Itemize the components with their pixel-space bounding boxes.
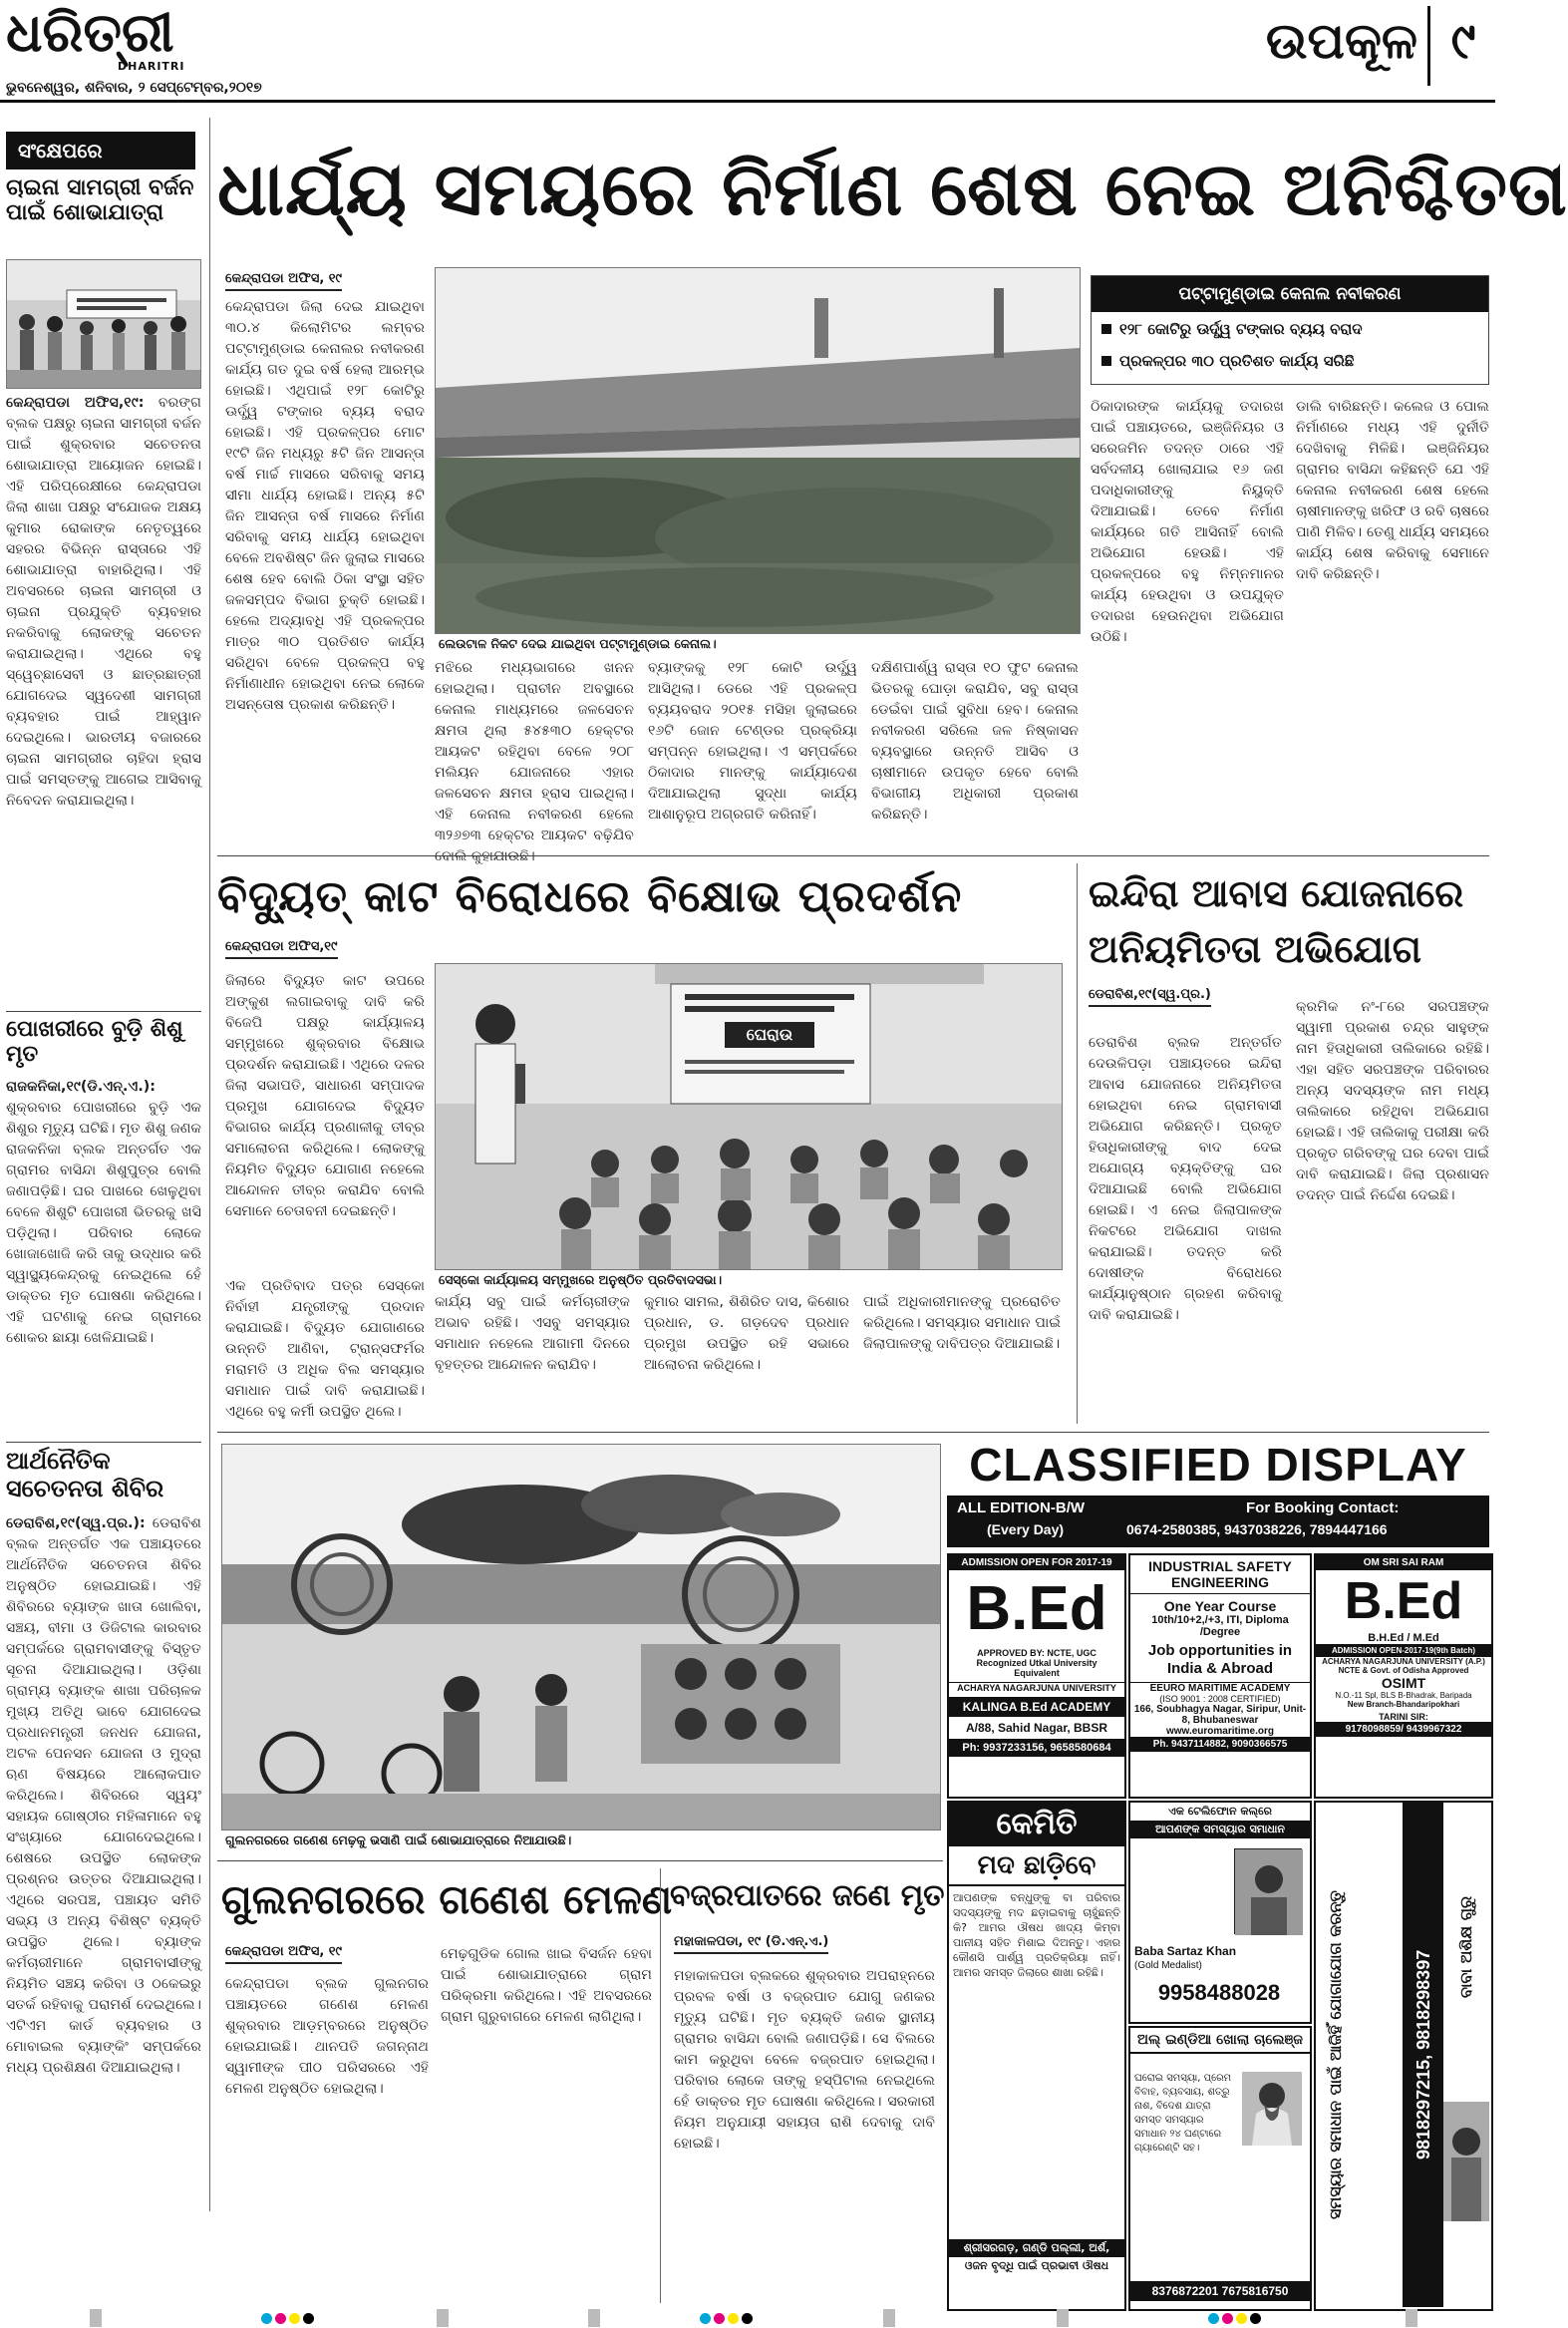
yellow-dot	[289, 2313, 300, 2324]
ad1-top: ADMISSION OPEN FOR 2017-19	[949, 1555, 1124, 1570]
person-icon	[1443, 2102, 1489, 2221]
story2-col1: ଜିଲାରେ ବିଦ୍ୟୁତ କାଟ ଉପରେ ଅଙ୍କୁଶ ଲଗାଇବାକୁ ଦାବି କରି ବିଜେପି ପକ୍ଷରୁ କାର୍ଯ୍ୟାଳୟ ସମ୍ମୁଖରେ ଶୁକ୍ରବାର ବିକ୍ଷୋଭ ପ୍ରଦର୍ଶନ କରାଯାଇଛି। ଏଥିରେ ଦଳର ଜିଲା ସଭାପତି, ସାଧାରଣ ସମ୍ପାଦକ ପ୍ରମୁଖ ଯୋଗଦେଇ ବିଦ୍ୟୁତ ବିଭାଗର କାର୍ଯ୍ୟ ପ୍ରଣାଳୀକୁ ତୀବ୍ର ସମାଲୋଚନା କରିଥିଲେ। ଲୋକଙ୍କୁ ନିୟମିତ ବିଦ୍ୟୁତ ଯୋଗାଣ ନହେଲେ ଆନ୍ଦୋଳନ ତୀବ୍ର କରାଯିବ ବୋଲି ସେମାନେ ଚେତାବନୀ ଦେଇଛନ୍ତି।	[225, 973, 425, 1219]
classified-frequency: (Every Day)	[987, 1521, 1065, 1537]
story3-dateline	[1089, 983, 1288, 1013]
story5-dateline	[674, 1930, 933, 1960]
sidebar	[6, 124, 201, 2327]
ad6-title: ଅଲ୍ ଇଣ୍ଡିଆ ଖୋଲା ଚାଲେଞ୍ଜ	[1130, 2028, 1310, 2054]
story5-dateline-text: ମହାକାଳପଡା, ୧୯ (ଡି.ଏନ୍.ଏ.)	[674, 1934, 828, 1954]
story2-col2: ଏକ ପ୍ରତିବାଦ ପତ୍ର ସେସ୍କୋ ନିର୍ବାହୀ ଯନ୍ତ୍ରୀଙ୍କୁ ପ୍ରଦାନ କରାଯାଇଛି। ବିଦ୍ୟୁତ ଯୋଗାଣରେ ଉନ୍ନତି ଆଣିବା, ଟ୍ରାନ୍ସଫର୍ମର ମରାମତି ଓ ଅଧିକ ବିଲ ସମସ୍ୟାର ସମାଧାନ ପାଇଁ ଦାବି କରାଯାଇଛି। ଏଥିରେ ବହୁ କର୍ମୀ ଉପସ୍ଥିତ ଥିଲେ।	[225, 1278, 425, 1420]
ad5-name: Baba Sartaz Khan	[1134, 1944, 1237, 1958]
ad3-big: B.Ed	[1344, 1572, 1463, 1630]
canal-image	[436, 268, 1080, 633]
magenta-dot	[1222, 2313, 1233, 2324]
sidebar-divider-1	[6, 1011, 201, 1012]
brief1-body	[6, 393, 201, 1107]
ad1-big: B.Ed	[966, 1574, 1107, 1643]
story2-dateline-text: କେନ୍ଦ୍ରାପଡା ଅଫିସ,୧୯	[225, 939, 338, 959]
black-dot	[1250, 2313, 1261, 2324]
brief1-photo	[6, 259, 201, 389]
brief1-text: ବରଙ୍ଗ ବ୍ଲକ ପକ୍ଷରୁ ଚାଇନା ସାମଗ୍ରୀ ବର୍ଜନ ପାଇଁ ଶୁକ୍ରବାର ସଚେତନତା ଶୋଭାଯାତ୍ରା ଆୟୋଜନ ହୋଇଛି। ଏହି ପରିପ୍ରେକ୍ଷୀରେ କେନ୍ଦ୍ରାପଡା ଜିଲା ଶାଖା ପକ୍ଷରୁ ସଂଯୋଜକ ଅକ୍ଷୟ କୁମାର ରୋକାଙ୍କ ନେତୃତ୍ୱରେ ସହରର ବିଭିନ୍ନ ରାସ୍ତାରେ ଏହି ଶୋଭାଯାତ୍ରା ବାହାରିଥିଲା। ଏହି ଅବସରରେ ଚାଇନା ସାମଗ୍ରୀ ଓ ଚାଇନା ପ୍ରଯୁକ୍ତି ବ୍ୟବହାର ନକରିବାକୁ ଲୋକଙ୍କୁ ସଚେତନ କରାଯାଇଥିଲା। ଏଥିରେ ବହୁ ସ୍ୱେଚ୍ଛାସେବୀ ଓ ଛାତ୍ରଛାତ୍ରୀ ଯୋଗଦେଇ ସ୍ୱଦେଶୀ ସାମଗ୍ରୀ ବ୍ୟବହାର ପାଇଁ ଆହ୍ୱାନ ଦେଇଥିଲେ। ଭାରତୀୟ ବଜାରରେ ଚାଇନା ସାମଗ୍ରୀର ଚାହିଦା ହ୍ରାସ ପାଇଁ ସମସ୍ତଙ୍କୁ ଆଗେଇ ଆସିବାକୁ ନିବେଦନ କରାଯାଇଥିଲା।	[6, 395, 201, 809]
story4-story5-rule	[660, 1868, 661, 2303]
masthead-logo: ଧରିତ୍ରୀ	[6, 0, 174, 64]
brief3-text: ଡେରାବିଶ ବ୍ଲକ ଅନ୍ତର୍ଗତ ଏକ ପଞ୍ଚାୟତରେ ଆର୍ଥନୈତିକ ସଚେତନତା ଶିବିର ଅନୁଷ୍ଠିତ ହୋଇଯାଇଛି। ଏହି ଶିବିରରେ ବ୍ୟାଙ୍କ ଖାତା ଖୋଲିବା, ସଞ୍ଚୟ, ବୀମା ଓ ଡିଜିଟାଲ କାରବାର ସମ୍ପର୍କରେ ଗ୍ରାମବାସୀଙ୍କୁ ବିସ୍ତୃତ ସୂଚନା ଦିଆଯାଇଥିଲା। ଓଡ଼ିଶା ଗ୍ରାମ୍ୟ ବ୍ୟାଙ୍କ ଶାଖା ପରିଚାଳକ ମୁଖ୍ୟ ଅତିଥି ଭାବେ ଯୋଗଦେଇ ପ୍ରଧାନମନ୍ତ୍ରୀ ଜନଧନ ଯୋଜନା, ଅଟଳ ପେନସନ ଯୋଜନା ଓ ମୁଦ୍ରା ଋଣ ବିଷୟରେ ଆଲୋକପାତ କରିଥିଲେ। ଶିବିରରେ ସ୍ୱୟଂ ସହାୟକ ଗୋଷ୍ଠୀର ମହିଳାମାନେ ବହୁ ସଂଖ୍ୟାରେ ଯୋଗଦେଇଥିଲେ। ଶେଷରେ ଉପସ୍ଥିତ ଲୋକଙ୍କ ପ୍ରଶ୍ନର ଉତ୍ତର ଦିଆଯାଇଥିଲା। ଏଥିରେ ସରପଞ୍ଚ, ପଞ୍ଚାୟତ ସମିତି ସଭ୍ୟ ଓ ଅନ୍ୟ ବିଶିଷ୍ଟ ବ୍ୟକ୍ତି ଉପସ୍ଥିତ ଥିଲେ। ବ୍ୟାଙ୍କ କର୍ମଚାରୀମାନେ ଗ୍ରାମବାସୀଙ୍କୁ ନିୟମିତ ସଞ୍ଚୟ କରିବା ଓ ଠକେଇରୁ ସତର୍କ ରହିବାକୁ ପରାମର୍ଶ ଦେଇଥିଲେ। ଏଟିଏମ କାର୍ଡ ବ୍ୟବହାର ଓ ମୋବାଇଲ ବ୍ୟାଙ୍କିଂ ସମ୍ପର୍କରେ ମଧ୍ୟ ପ୍ରଶିକ୍ଷଣ ଦିଆଯାଇଥିଲା।	[6, 1515, 201, 2076]
ad2-title: INDUSTRIAL SAFETY ENGINEERING	[1130, 1555, 1310, 1594]
classified-booking-label: For Booking Contact:	[1246, 1499, 1400, 1516]
ad7-photo	[1443, 2102, 1489, 2221]
ad3-admission: ADMISSION OPEN-2017-19(9th Batch)	[1316, 1644, 1491, 1657]
sidebar-divider-2	[6, 1442, 201, 1443]
story3-col1: ଡେରାବିଶ ବ୍ଲକ ଅନ୍ତର୍ଗତ ଦେଉଳିପଡ଼ା ପଞ୍ଚାୟତରେ ଇନ୍ଦିରା ଆବାସ ଯୋଜନାରେ ଅନିୟମିତତା ହୋଇଥିବା ନେଇ ଗ୍ରାମବାସୀ ଅଭିଯୋଗ କରିଛନ୍ତି। ପ୍ରକୃତ ହିତାଧିକାରୀଙ୍କୁ ବାଦ ଦେଇ ଅଯୋଗ୍ୟ ବ୍ୟକ୍ତିଙ୍କୁ ଘର ଦିଆଯାଇଛି ବୋଲି ଅଭିଯୋଗ ହୋଇଛି। ଏ ନେଇ ଜିଲାପାଳଙ୍କ ନିକଟରେ ଅଭିଯୋଗ ଦାଖଲ କରାଯାଇଛି। ତଦନ୍ତ କରି ଦୋଷୀଙ୍କ ବିରୋଧରେ କାର୍ଯ୍ୟାନୁଷ୍ଠାନ ଗ୍ରହଣ କରିବାକୁ ଦାବି କରାଯାଇଛି।	[1089, 1035, 1282, 1323]
grey-swatch	[437, 2309, 449, 2327]
story2-col4: କୁମାର ସାମଲ, ଶିଶିରିତ ଦାସ, କିଶୋର ପ୍ରଧାନ, ଡ. ଗଡ଼ଦେବ ପ୍ରଧାନ ପ୍ରମୁଖ ଉପସ୍ଥିତ ରହି ସଭାରେ ଆଲୋଚନା କରିଥିଲେ।	[644, 1294, 849, 1373]
story4-headline: ଗୁଲନଗରରେ ଗଣେଶ ମେଳଣ	[221, 1877, 673, 1923]
ad1-phone: Ph: 9937233156, 9658580684	[949, 1739, 1124, 1757]
black-dot	[303, 2313, 314, 2324]
classified-booking-phones: 0674-2580385, 9437038226, 7894447166	[1126, 1521, 1388, 1537]
ad4-subtitle: ମଦ ଛାଡ଼ିବେ	[949, 1846, 1124, 1886]
ad2-elig: 10th/10+2,/+3, ITI, Diploma /Degree	[1151, 1614, 1289, 1638]
masthead-logo-latin: DHARITRI	[118, 60, 185, 73]
rally-image	[7, 260, 200, 388]
story4-col2: ମେଢ଼ଗୁଡିକ ଗୋଲ ଖାଇ ବିସର୍ଜନ ହେବା ପାଇଁ ଶୋଭାଯାତ୍ରାରେ ଗ୍ରାମ ପରିକ୍ରମା କରିଥିଲେ। ଏହି ଅବସରରେ ଗ୍ରାମ ଗୁରୁବାଗରେ ମେଳଣ ଲାଗିଥିଲା।	[441, 1946, 652, 2025]
ad2-phone: Ph. 9437114882, 9090366575	[1130, 1737, 1310, 1752]
bullet-square-icon	[1101, 324, 1111, 334]
ad-alcohol-quit	[947, 1801, 1126, 2311]
lead-photo	[435, 267, 1081, 634]
masthead-rule	[0, 100, 1495, 103]
story2-col5: ପାଇଁ ଅଧିକାରୀମାନଙ୍କୁ ପ୍ରରୋଚିତ କରିଥିଲେ। ସମସ୍ୟାର ସମାଧାନ ପାଇଁ ଜିଲାପାଳଙ୍କୁ ଦାବିପତ୍ର ଦିଆଯାଇଛି।	[863, 1294, 1061, 1352]
ad-kalinga-bed	[947, 1553, 1126, 1799]
lead-right-col-b: ଡାଲି ବାରିଛନ୍ତି। କଲେଜ ଓ ପୋଲ ନିର୍ମାଣରେ ମଧ୍ୟ ଏହି ଦୁର୍ନୀତି ଦେଖିବାକୁ ମିଳିଛି। ଇଞ୍ଜିନିୟର ଗ୍ରାମର ବାସିନ୍ଦା କହିଛନ୍ତି ଯେ ଏହି କେନାଲ ନବୀକରଣ ଶେଷ ହେଲେ ଚାଷୀମାନଙ୍କୁ ଖରିଫ ଓ ରବି ଚାଷରେ ପାଣି ମିଳିବ। ତେଣୁ ଧାର୍ଯ୍ୟ ସମୟରେ କାର୍ଯ୍ୟ ଶେଷ କରିବାକୁ ସେମାନେ ଦାବି କରିଛନ୍ତି।	[1296, 399, 1489, 582]
story4-dateline	[225, 1940, 425, 1970]
lead-box-title: ପଟ୍ଟାମୁଣ୍ଡାଇ କେନାଲ ନବୀକରଣ	[1092, 276, 1488, 312]
protest-banner-text: ଘେରାଉ	[746, 1025, 793, 1044]
ad3-univ: ACHARYA NAGARJUNA UNIVERSITY (A.P.) NCTE & Govt. of Odisha Approved	[1322, 1657, 1485, 1675]
story2-headline: ବିଦ୍ୟୁତ୍ କାଟ ବିରୋଧରେ ବିକ୍ଷୋଭ ପ୍ରଦର୍ଶନ	[217, 871, 963, 922]
page-number: ୯	[1450, 11, 1476, 70]
ad2-name: EEURO MARITIME ACADEMY	[1130, 1682, 1310, 1694]
brief3-dateline: ଡେରାବିଶ,୧୯(ସ୍ୱ.ପ୍ର.):	[6, 1515, 146, 1531]
ad7-footer: ବାବା ଅଶିକ୍ଷ ଗୁରୁ	[1456, 1895, 1475, 1999]
sidebar-rule	[209, 118, 210, 2211]
protest-image	[436, 964, 1062, 1269]
black-dot	[742, 2313, 753, 2324]
bullet-square-icon	[1101, 356, 1111, 366]
story5-body: ମହାକାଳପଡା ବ୍ଲକରେ ଶୁକ୍ରବାର ଅପରାହ୍ନରେ ପ୍ରବଳ ବର୍ଷା ଓ ବଜ୍ରପାତ ଯୋଗୁ ଜଣକର ମୃତ୍ୟୁ ଘଟିଛି। ମୃତ ବ୍ୟକ୍ତି ଜଣକ ସ୍ଥାନୀୟ ଗ୍ରାମର ବାସିନ୍ଦା ବୋଲି ଜଣାପଡ଼ିଛି। ସେ ବିଲରେ କାମ କରୁଥିବା ବେଳେ ବଜ୍ରପାତ ହୋଇଥିଲା। ପରିବାର ଲୋକେ ତାଙ୍କୁ ହସ୍ପିଟାଲ ନେଇଥିଲେ ହେଁ ଡାକ୍ତର ମୃତ ଘୋଷଣା କରିଥିଲେ। ସରକାରୀ ନିୟମ ଅନୁଯାୟୀ ସହାୟତା ରାଶି ଦେବାକୁ ଦାବି ହୋଇଛି।	[674, 1968, 935, 2152]
ad7-phone: 9818297215, 9818298397	[1404, 1803, 1443, 2307]
ad5-photo	[1234, 1848, 1302, 1934]
ad3-name: OSIMT	[1381, 1675, 1426, 1691]
bullet2-text: ପ୍ରକଳ୍ପର ୩୦ ପ୍ରତିଶତ କାର୍ଯ୍ୟ ସରିଛି	[1119, 352, 1355, 370]
lead-box	[1091, 275, 1489, 385]
ad2-iso: (ISO 9001 : 2008 CERTIFIED)	[1159, 1694, 1281, 1704]
brief2-text: ଶୁକ୍ରବାର ପୋଖରୀରେ ବୁଡ଼ି ଏକ ଶିଶୁର ମୃତ୍ୟୁ ଘଟିଛି। ମୃତ ଶିଶୁ ଜଣକ ରାଜକନିକା ବ୍ଲକ ଅନ୍ତର୍ଗତ ଏକ ଗ୍ରାମର ବାସିନ୍ଦା ଶିଶୁପୁତ୍ର ବୋଲି ଜଣାପଡ଼ିଛି। ଘର ପାଖରେ ଖେଳୁଥିବା ବେଳେ ଶିଶୁଟି ପୋଖରୀ ଭିତରକୁ ଖସି ପଡ଼ିଥିଲା। ପରିବାର ଲୋକେ ଖୋଜାଖୋଜି କରି ତାକୁ ଉଦ୍ଧାର କରି ସ୍ୱାସ୍ଥ୍ୟକେନ୍ଦ୍ରକୁ ନେଇଥିଲେ ହେଁ ଡାକ୍ତର ମୃତ ଘୋଷଣା କରିଥିଲେ। ଏହି ଘଟଣାକୁ ନେଇ ଗ୍ରାମରେ ଶୋକର ଛାୟା ଖେଳିଯାଇଛି।	[6, 1100, 201, 1346]
classified-section	[947, 1436, 1489, 2307]
ad3-contact: TARINI SIR:	[1379, 1712, 1428, 1722]
ad4-title: କେମିତି	[949, 1803, 1124, 1846]
ad4-footer1: ଶ୍ରୀସରଗଡ଼, ଗଣ୍ଡି ପଲ୍ଲୀ, ଅର୍ଶ,	[949, 2239, 1124, 2257]
ganesh-bottom-rule	[217, 1860, 943, 1861]
ganesh-photo-caption: ଗୁଲନଗରରେ ଗଣେଶ ମେଢ଼କୁ ଭସାଣି ପାଇଁ ଶୋଭାଯାତ୍ରାରେ ନିଆଯାଉଛି।	[225, 1832, 572, 1847]
ad-open-challenge	[1128, 2026, 1312, 2311]
story2-photo-caption: ସେସ୍କୋ କାର୍ଯ୍ୟାଳୟ ସମ୍ମୁଖରେ ଅନୁଷ୍ଠିତ ପ୍ରତିବାଦସଭା।	[439, 1272, 723, 1287]
classified-title: CLASSIFIED DISPLAY	[969, 1439, 1467, 1491]
grey-swatch	[1406, 2309, 1417, 2327]
section-title: ଉପକୂଳ	[1265, 11, 1417, 70]
lead-dateline-text: କେନ୍ଦ୍ରାପଡା ଅଫିସ, ୧୯	[225, 271, 342, 291]
lead-bottom-rule	[217, 855, 1489, 856]
magenta-dot	[714, 2313, 725, 2324]
lead-dateline	[225, 267, 425, 297]
story2-dateline	[225, 935, 425, 965]
classified-edition: ALL EDITION-B/W	[957, 1499, 1086, 1516]
story4-col1: କେନ୍ଦ୍ରାପଡା ବ୍ଲକ ଗୁଲନଗର ପଞ୍ଚାୟତରେ ଗଣେଶ ମେଳଣ ଶୁକ୍ରବାର ଆଡ଼ମ୍ବରରେ ଅନୁଷ୍ଠିତ ହୋଇଯାଇଛି। ଥାନପତି ଜଗନ୍ନାଥ ସ୍ୱାମୀଙ୍କ ପୀଠ ପରିସରରେ ଏହି ମେଳଣ ଅନୁଷ୍ଠିତ ହୋଇଥିଲା।	[225, 1976, 429, 2097]
ad3-top: OM SRI SAI RAM	[1316, 1555, 1491, 1570]
ad-safety-engineering	[1128, 1553, 1312, 1799]
lead-right-col-a: ଠିକାଦାରଙ୍କ କାର୍ଯ୍ୟକୁ ତଦାରଖ ପାଇଁ ପଞ୍ଚାୟତରେ, ଇଞ୍ଜିନିୟର ଓ ସରେଜମିନ ତଦନ୍ତ ଠାରେ ଏହି ସର୍ବଦଳୀୟ ଖୋଲାଯାଇ ୧୬ ଜଣ ପଦାଧିକାରୀଙ୍କୁ ନିୟୁକ୍ତି ଦିଆଯାଇଛି। ତେବେ ନିର୍ମାଣ କାର୍ଯ୍ୟରେ ଗତି ଆସିନାହିଁ ବୋଲି ଅଭିଯୋଗ ହେଉଛି। ଏହି ପ୍ରକଳ୍ପରେ ବହୁ ନିମ୍ନମାନର କାର୍ଯ୍ୟ ହେଉଥିବା ଓ ଉପଯୁକ୍ତ ତଦାରଖ ହେଉନଥିବା ଅଭିଯୋଗ ଉଠିଛି।	[1091, 399, 1284, 645]
cyan-dot	[700, 2313, 711, 2324]
magenta-dot	[275, 2313, 286, 2324]
story3-headline: ଇନ୍ଦିରା ଆବାସ ଯୋଜନାରେ ଅନିୟମିତତା ଅଭିଯୋଗ	[1089, 871, 1464, 971]
section-divider	[1427, 6, 1430, 86]
lead-col1: କେନ୍ଦ୍ରାପଡା ଜିଲା ଦେଇ ଯାଇଥିବା ୩୦.୪ କିଲୋମିଟର ଲମ୍ବର ପଟ୍ଟାମୁଣ୍ଡାଇ କେନାଲର ନବୀକରଣ କାର୍ଯ୍ୟ ଗତ ଦୁଇ ବର୍ଷ ହେଲା ଆରମ୍ଭ ହୋଇଛି। ଏଥିପାଇଁ ୧୨୮ କୋଟିରୁ ଊର୍ଦ୍ଧ୍ୱ ଟଙ୍କାର ବ୍ୟୟ ବରାଦ ହୋଇଛି। ଏହି ପ୍ରକଳ୍ପର ମୋଟ ୧୯ଟି ଜିନ ମଧ୍ୟରୁ ୫ଟି ଜିନ ଆସନ୍ତା ବର୍ଷ ମାର୍ଚ୍ଚ ମାସରେ ସରିବାକୁ ସମୟ ସୀମା ଧାର୍ଯ୍ୟ ହୋଇଛି। ଅନ୍ୟ ୫ଟି ଜିନ ଆସନ୍ତା ବର୍ଷ ମାସରେ ନିର୍ମାଣ ସରିବାକୁ ସମୟ ଧାର୍ଯ୍ୟ ହୋଇଥିବା ବେଳେ ଅବଶିଷ୍ଟ ଜିନ ଜୁଲାଇ ମାସରେ ଶେଷ ହେବ ବୋଲି ଠିକା ସଂସ୍ଥା ସହିତ ଜଳସମ୍ପଦ ବିଭାଗ ଚୁକ୍ତି ହୋଇଛି। ହେଲେ ଅଦ୍ୟାବଧି ଏହି ପ୍ରକଳ୍ପର ମାତ୍ର ୩୦ ପ୍ରତିଶତ କାର୍ଯ୍ୟ ସରିଥିବା ବେଳେ ପ୍ରକଳ୍ପ ବହୁ ନିର୍ମାଣାଧୀନ ହୋଇଥିବା ନେଇ ଲୋକେ ଅସନ୍ତୋଷ ପ୍ରକାଶ କରିଛନ୍ତି।	[225, 299, 425, 713]
ad-osimt-bed	[1314, 1553, 1493, 1799]
ad3-branch: New Branch-Bhandaripokhari	[1347, 1700, 1460, 1709]
ad2-addr: 166, Soubhagya Nagar, Siripur, Unit-8, Bhubaneswar	[1133, 1704, 1307, 1726]
masthead-dateline: ଭୁବନେଶ୍ୱର, ଶନିବାର, ୨ ସେପ୍ଟେମ୍ବର,୨୦୧୭	[6, 80, 262, 96]
ad3-addr: N.O.-11 Spl, BLS B-Bhadrak, Baripada	[1335, 1691, 1472, 1700]
ad5-subtitle: ଆପଣଙ୍କ ସମସ୍ୟାର ସମାଧାନ	[1130, 1821, 1310, 1838]
ad5-phone: 9958488028	[1157, 1980, 1281, 2005]
ad4-body: ଆପଣଙ୍କ ବନ୍ଧୁଙ୍କୁ ବା ପରିବାର ସଦସ୍ୟଙ୍କୁ ମଦ ଛଡ଼ାଇବାକୁ ଚାହୁଁଛନ୍ତି କି? ଆମର ଔଷଧ ଖାଦ୍ୟ କିମ୍ବା ପାନୀୟ ସହିତ ମିଶାଇ ଦିଅନ୍ତୁ। ଏହାର କୌଣସି ପାର୍ଶ୍ୱ ପ୍ରତିକ୍ରିୟା ନାହିଁ। ଆମର ସମସ୍ତ ଜିଲାରେ ଶାଖା ରହିଛି।	[953, 1891, 1120, 1979]
grey-swatch	[883, 2309, 895, 2327]
brief1-title: ଚାଇନା ସାମଗ୍ରୀ ବର୍ଜନ ପାଇଁ ଶୋଭାଯାତ୍ରା	[6, 175, 194, 226]
ad5-title: ଏକ ଟେଲିଫୋନ କଲ୍‌ରେ	[1168, 1805, 1272, 1818]
ad6-phone: 8376872201 7675816750	[1130, 2281, 1310, 2301]
procession-image	[222, 1445, 940, 1829]
story3-col2: କ୍ରମିକ ନଂ-୮ରେ ସରପଞ୍ଚଙ୍କ ସ୍ୱାମୀ ପ୍ରକାଶ ଚନ୍ଦ୍ର ସାହୁଙ୍କ ନାମ ହିତାଧିକାରୀ ତାଲିକାରେ ରହିଛି। ଏହା ସହିତ ସରପଞ୍ଚଙ୍କ ପରିବାରର ଅନ୍ୟ ସଦସ୍ୟଙ୍କ ନାମ ମଧ୍ୟ ତାଲିକାରେ ରହିଥିବା ଅଭିଯୋଗ ହୋଇଛି। ଏହି ତାଲିକାକୁ ପରୀକ୍ଷା କରି ପ୍ରକୃତ ଗରିବଙ୍କୁ ଘର ଦେବା ପାଇଁ ଦାବି କରାଯାଇଛି। ଜିଲା ପ୍ରଶାସନ ତଦନ୍ତ ପାଇଁ ନିର୍ଦ୍ଦେଶ ଦେଇଛି।	[1296, 999, 1489, 1203]
story2-story3-rule	[1077, 863, 1078, 1424]
yellow-dot	[728, 2313, 739, 2324]
lead-col3: ବ୍ୟାଙ୍କକୁ ୧୨୮ କୋଟି ଉର୍ଦ୍ଧ୍ୱ ଆସିଥିଲା। ଡେରେ ଏହି ପ୍ରକଳ୍ପ ବ୍ୟୟବରାଦ ୨୦୧୫ ମସିହା ଜୁଲାଇରେ ୧୬ଟି ଜୋନ ଟେଣ୍ଡର ପ୍ରକ୍ରିୟା ସମ୍ପନ୍ନ ହୋଇଥିଲା। ଏ ସମ୍ପର୍କରେ ଠିକାଦାର ମାନଙ୍କୁ କାର୍ଯ୍ୟାଦେଶ ଦିଆଯାଇଥିଲା ସୁଦ୍ଧା କାର୍ଯ୍ୟ ଆଶାନୁରୂପ ଅଗ୍ରଗତି କରିନାହିଁ।	[648, 660, 857, 823]
lead-box-bullet2	[1101, 352, 1480, 370]
masthead	[0, 0, 1495, 100]
brief2-body	[6, 1077, 201, 1436]
lead-photo-caption: ଲେଉଟାଳ ନିକଟ ଦେଇ ଯାଇଥିବା ପଟ୍ଟାମୁଣ୍ଡାଇ କେନାଲ।	[439, 636, 717, 651]
story5-headline: ବଜ୍ରପାତରେ ଜଣେ ମୃତ	[670, 1878, 945, 1913]
ad4-footer2: ଓଜନ ବୃଦ୍ଧି ପାଇଁ ପ୍ରଭାବୀ ଔଷଧ	[964, 2259, 1109, 2272]
ad-vertical-astrology	[1314, 1801, 1493, 2311]
story3-dateline-text: ଡେରାବିଶ,୧୯(ସ୍ୱ.ପ୍ର.)	[1089, 987, 1211, 1007]
mid-rule	[217, 1432, 1489, 1433]
brief3-title: ଆର୍ଥନୈତିକ ସଚେତନତା ଶିବିର	[6, 1447, 164, 1502]
bullet1-text: ୧୨୮ କୋଟିରୁ ଊର୍ଦ୍ଧ୍ୱ ଟଙ୍କାର ବ୍ୟୟ ବରାଦ	[1119, 320, 1363, 338]
ad2-course: One Year Course	[1163, 1598, 1277, 1614]
ganesh-photo	[221, 1444, 941, 1830]
story2-col3: କାର୍ଯ୍ୟ ସବୁ ପାଇଁ କର୍ମଚାରୀଙ୍କ ଅଭାବ ରହିଛି। ଏସବୁ ସମସ୍ୟାର ସମାଧାନ ନହେଲେ ଆଗାମୀ ଦିନରେ ବୃହତ୍ତର ଆନ୍ଦୋଳନ କରାଯିବ।	[435, 1294, 630, 1373]
ad2-web: www.euromaritime.org	[1166, 1726, 1274, 1737]
print-marks	[0, 2309, 1495, 2328]
ad3-phone: 9178098859/ 9439967322	[1316, 1722, 1491, 1737]
ad5-tag: (Gold Medalist)	[1134, 1960, 1202, 1971]
grey-swatch	[588, 2309, 600, 2327]
ad1-name: KALINGA B.Ed ACADEMY	[949, 1697, 1124, 1717]
brief2-title: ପୋଖରୀରେ ବୁଡ଼ି ଶିଶୁ ମୃତ	[6, 1017, 183, 1068]
lead-headline: ଧାର୍ଯ୍ୟ ସମୟରେ ନିର୍ମାଣ ଶେଷ ନେଇ ଅନିଶ୍ଚିତତା	[217, 147, 1568, 232]
ad7-text: ସମସ୍ୟାର ସମାଧାନ ପାଇଁ ଆଜିହିଁ ଯୋଗାଯୋଗ କରନ୍ତୁ	[1316, 1803, 1404, 2307]
ad1-univ: ACHARYA NAGARJUNA UNIVERSITY	[949, 1682, 1124, 1693]
story4-dateline-text: କେନ୍ଦ୍ରାପଡା ଅଫିସ, ୧୯	[225, 1944, 342, 1964]
cyan-dot	[1208, 2313, 1219, 2324]
ad6-body: ଘରୋଇ ସମସ୍ୟା, ପ୍ରେମ ବିବାହ, ବ୍ୟବସାୟ, ଶତ୍ରୁ ନାଶ, ବିଦେଶ ଯାତ୍ରା ସମସ୍ତ ସମସ୍ୟାର ସମାଧାନ ୨୪ ଘଣ୍ଟାରେ ଗ୍ୟାରେଣ୍ଟି ସହ।	[1134, 2073, 1232, 2154]
ad6-photo	[1242, 2072, 1302, 2146]
ad3-sub: B.H.Ed / M.Ed	[1368, 1632, 1439, 1644]
sidebar-label: ସଂକ୍ଷେପରେ	[6, 132, 195, 169]
lead-box-bullet1	[1101, 320, 1480, 338]
yellow-dot	[1236, 2313, 1247, 2324]
classified-info-bar	[947, 1496, 1489, 1547]
brief1-dateline: କେନ୍ଦ୍ରାପଡା ଅଫିସ,୧୯:	[6, 395, 145, 411]
ad2-jobs: Job opportunities in India & Abroad	[1147, 1642, 1293, 1677]
brief3-body	[6, 1513, 201, 2311]
brief2-dateline: ରାଜକନିକା,୧୯(ଡି.ଏନ୍.ଏ.):	[6, 1079, 156, 1095]
cyan-dot	[261, 2313, 272, 2324]
lead-col4: ଦକ୍ଷିଣପାର୍ଶ୍ୱ ରାସ୍ତା ୧୦ ଫୁଟ କେନାଲ ଭିତରକୁ ଘୋଡ଼ା କରାଯିବ, ସବୁ ରାସ୍ତା ଡେଇଁବା ପାଇଁ ସୁବିଧା ହେବ। କେନାଲ ନବୀକରଣ ସରିଲେ ଜଳ ନିଷ୍କାସନ ବ୍ୟବସ୍ଥାରେ ଉନ୍ନତି ଆସିବ ଓ ଚାଷୀମାନେ ଉପକୃତ ହେବେ ବୋଲି ବିଭାଗୀୟ ଅଧିକାରୀ ପ୍ରକାଶ କରିଛନ୍ତି।	[871, 660, 1079, 823]
grey-swatch	[1057, 2309, 1069, 2327]
person-icon	[1242, 2072, 1302, 2146]
ad1-approved: APPROVED BY: NCTE, UGC Recognized Utkal University Equivalent	[976, 1648, 1098, 1678]
grey-swatch	[90, 2309, 102, 2327]
lead-col2: ମଝିରେ ମଧ୍ୟଭାଗରେ ଖନନ ହୋଇଥିଲା। ପ୍ରାଚୀନ ଅବସ୍ଥାରେ କେନାଲ ମାଧ୍ୟମରେ ଜଳସେଚନ କ୍ଷମତା ଥିଲା ୫୪୫୩୦ ହେକ୍ଟର ଆୟକଟ ରହିଥିବା ବେଳେ ୨୦୮ ମଲିୟନ ଯୋଜନାରେ ଏହାର ଜଳସେଚନ କ୍ଷମତା ହ୍ରାସ ପାଇଥିଲା। ଏହି କେନାଲ ନବୀକରଣ ହେଲେ ୩୨୬୭୩ ହେକ୍ଟର ଆୟକଟ ବଢ଼ିଯିବ ବୋଲି କୁହାଯାଉଛି।	[435, 660, 634, 864]
story2-photo	[435, 963, 1063, 1270]
person-icon	[1235, 1849, 1303, 1935]
ad-baba-sartaz	[1128, 1801, 1312, 2024]
ad1-addr: A/88, Sahid Nagar, BBSR	[965, 1721, 1108, 1735]
